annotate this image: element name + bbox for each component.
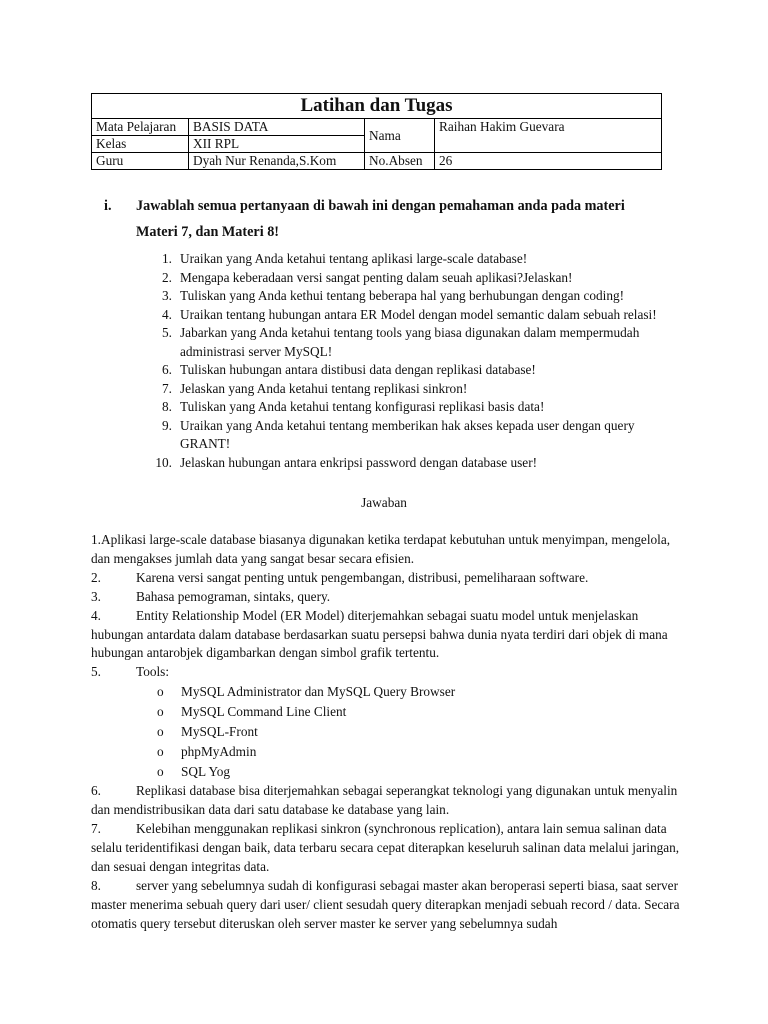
tools-list (91, 682, 681, 782)
list-item: 8. Tuliskan yang Anda ketahui tentang konfigurasi replikasi basis data! (162, 399, 545, 414)
answer-5: 5. Tools: (91, 664, 170, 680)
mapel-label: Mata Pelajaran (92, 119, 189, 136)
answers (91, 531, 681, 934)
kelas-label: Kelas (92, 136, 189, 153)
list-item: 1. Uraikan yang Anda ketahui tentang aplikasi large-scale database! (162, 251, 528, 266)
answer-2: 2. Karena versi sangat penting untuk pengembangan, distribusi, pemeliharaan software. (91, 569, 589, 585)
list-item: o SQL Yog (91, 762, 681, 782)
nama-value: Raihan Hakim Guevara (435, 119, 662, 153)
list-item: 3. Tuliskan yang Anda kethui tentang beberapa hal yang berhubungan dengan coding! (162, 288, 625, 303)
list-item: 2. Mengapa keberadaan versi sangat penting dalam seuah aplikasi?Jelaskan! (162, 269, 573, 285)
list-item: 7. Jelaskan yang Anda ketahui tentang replikasi sinkron! (162, 380, 468, 396)
answer-6: 6. Replikasi database bisa diterjemahkan sebagai seperangkat teknologi yang digunakan untuk menyalin dan mendistribusikan data dari satu database ke database yang lain. (91, 783, 678, 818)
header-table (91, 93, 662, 170)
answer-3: 3. Bahasa pemograman, sintaks, query. (91, 588, 331, 604)
list-item: 5. Jabarkan yang Anda ketahui tentang tools yang biasa digunakan dalam mempermudah administrasi server MySQL! (162, 325, 640, 359)
page-title: Latihan dan Tugas (92, 94, 662, 119)
list-item: 9. Uraikan yang Anda ketahui tentang memberikan hak akses kepada user dengan query GRANT! (162, 417, 635, 451)
instruction-number: i. (104, 198, 112, 214)
answer-8: 8. server yang sebelumnya sudah di konfigurasi sebagai master akan beroperasi seperti biasa, saat server master menerima sebuah query dari user/ client sesudah query diterapkan menjadi sebuah record / data. Secara otomatis query tersebut diteruskan oleh server master ke server yang sebelumnya sudah (91, 877, 680, 931)
kelas-value: XII RPL (189, 136, 365, 153)
guru-value: Dyah Nur Renanda,S.Kom (189, 153, 365, 170)
bullet-icon: o (157, 704, 164, 720)
bullet-icon: o (157, 764, 164, 780)
instruction-line-1: Jawablah semua pertanyaan di bawah ini dengan pemahaman anda pada materi (136, 198, 625, 214)
answer-4: 4. Entity Relationship Model (ER Model) diterjemahkan sebagai suatu model untuk menjelaskan hubungan antardata dalam database berdasarkan suatu persepsi bahwa dunia nyata terdiri dari objek di mana hubungan antarobjek digambarkan dengan simbol grafik tertentu. (91, 607, 668, 661)
list-item: o MySQL Command Line Client (91, 702, 681, 722)
bullet-icon: o (157, 684, 164, 700)
question-list (140, 250, 680, 472)
list-item: 6. Tuliskan hubungan antara distibusi data dengan replikasi database! (162, 362, 536, 377)
list-item: 10. Jelaskan hubungan antara enkripsi password dengan database user! (155, 454, 538, 470)
list-item: o MySQL Administrator dan MySQL Query Browser (91, 682, 681, 702)
mapel-value: BASIS DATA (189, 119, 365, 136)
answer-1: 1.Aplikasi large-scale database biasanya digunakan ketika terdapat kebutuhan untuk menyimpan, mengelola, dan mengakses jumlah data yang sangat besar secara efisien. (91, 532, 671, 566)
jawaban-heading: Jawaban (361, 495, 407, 510)
list-item: o MySQL-Front (91, 722, 681, 742)
bullet-icon: o (157, 724, 164, 740)
absen-label: No.Absen (365, 153, 435, 170)
instruction-line-2: Materi 7, dan Materi 8! (136, 224, 280, 240)
absen-value: 26 (435, 153, 662, 170)
guru-label: Guru (92, 153, 189, 170)
list-item: o phpMyAdmin (91, 742, 681, 762)
nama-label: Nama (365, 119, 435, 153)
answer-7: 7. Kelebihan menggunakan replikasi sinkron (synchronous replication), antara lain semua salinan data selalu teridentifikasi dengan baik, data terbaru secara cepat diterapkan keseluruh salinan data melalui jaringan, dan sesuai dengan integritas data. (91, 821, 680, 874)
list-item: 4. Uraikan tentang hubungan antara ER Model dengan model semantic dalam sebuah relasi! (162, 306, 657, 322)
bullet-icon: o (157, 744, 164, 760)
